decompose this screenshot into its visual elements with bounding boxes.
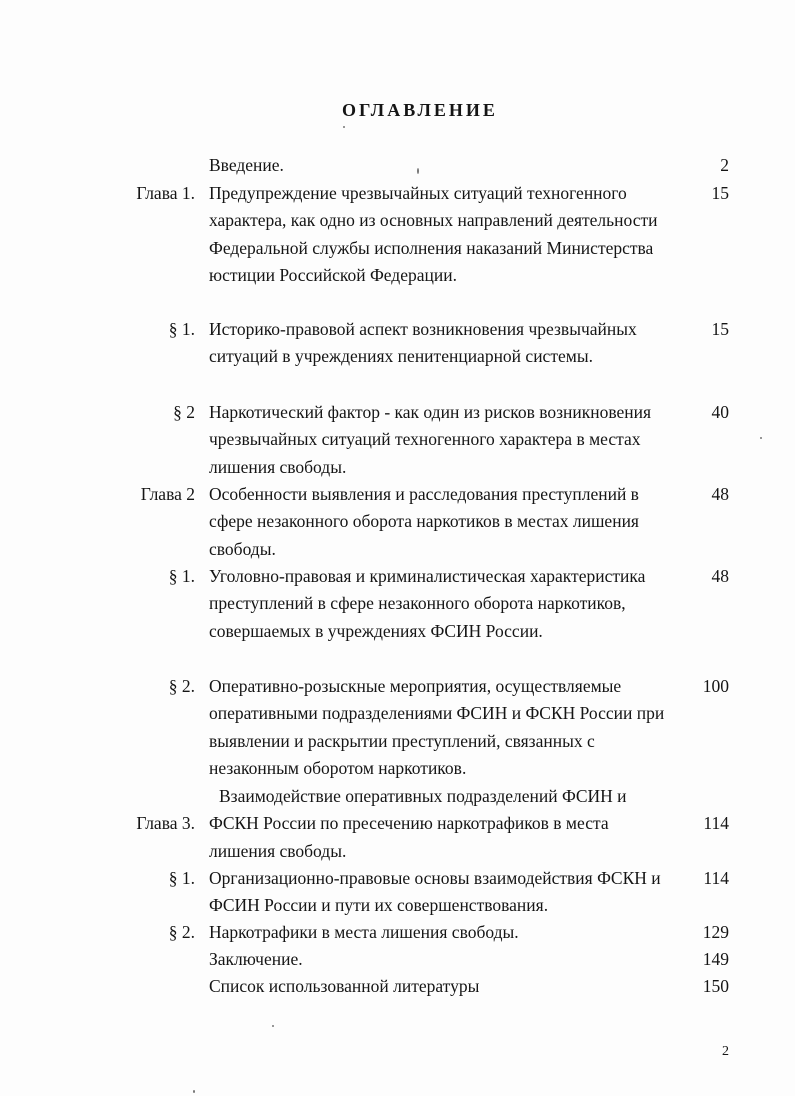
scan-speck bbox=[193, 1090, 195, 1093]
toc-entry-page: 114 bbox=[703, 868, 729, 888]
toc-entry-page: 114 bbox=[703, 813, 729, 833]
toc-entry-page: 48 bbox=[711, 484, 729, 504]
toc-entry-text: Наркотрафики в места лишения свободы. bbox=[209, 922, 519, 942]
toc-title: ОГЛАВЛЕНИЕ bbox=[342, 100, 498, 120]
toc-entry-label: § 2. bbox=[168, 922, 195, 942]
toc-entry-text: Предупреждение чрезвычайных ситуаций техногенного характера, как одно из основных направлений деятельности Федеральной службы исполнения наказаний Министерства юстиции Российской Федерации. bbox=[209, 183, 658, 286]
toc-entry-label: Глава 3. bbox=[136, 813, 195, 833]
toc-entry-text: Организационно-правовые основы взаимодействия ФСКН и ФСИН России и пути их совершенствования. bbox=[209, 868, 661, 916]
toc-entry-text: Оперативно-розыскные мероприятия, осуществляемые оперативными подразделениями ФСИН и ФСКН России при выявлении и раскрытии преступлений, связанных с незаконным оборотом наркотиков. bbox=[209, 676, 665, 779]
toc-entry-text: Наркотический фактор - как один из рисков возникновения чрезвычайных ситуаций техногенного характера в местах лишения свободы. bbox=[209, 402, 652, 477]
toc-entry-page: 150 bbox=[702, 976, 729, 996]
toc-entry-label: § 2. bbox=[168, 676, 195, 696]
toc-entry-text: Уголовно-правовая и криминалистическая характеристика преступлений в сфере незаконного оборота наркотиков, совершаемых в учреждениях ФСИН России. bbox=[209, 566, 646, 641]
toc-entry-label: § 1. bbox=[168, 566, 195, 586]
scan-speck bbox=[272, 1025, 274, 1027]
toc-entry-label: § 1. bbox=[168, 319, 195, 339]
toc-entry-page: 15 bbox=[711, 319, 729, 339]
scan-speck bbox=[417, 168, 419, 174]
toc-entry-page: 129 bbox=[702, 922, 729, 942]
scan-speck bbox=[760, 437, 762, 439]
toc-entry-text: Список использованной литературы bbox=[209, 976, 480, 996]
toc-entry-text: Введение. bbox=[209, 155, 284, 175]
toc-entry-label: Глава 1. bbox=[136, 183, 195, 203]
toc-entry-label: Глава 2 bbox=[140, 484, 195, 504]
toc-entry-label: § 1. bbox=[168, 868, 195, 888]
toc-entry-text: Особенности выявления и расследования преступлений в сфере незаконного оборота наркотиков в местах лишения свободы. bbox=[209, 484, 639, 559]
toc-entry-page: 48 bbox=[711, 566, 729, 586]
page-number: 2 bbox=[722, 1044, 729, 1059]
toc-entry-page: 15 bbox=[711, 183, 729, 203]
toc-entry-text: Заключение. bbox=[209, 949, 303, 969]
toc-entry-page: 149 bbox=[702, 949, 729, 969]
toc-entry-label: § 2 bbox=[173, 402, 195, 422]
toc-entry-page: 40 bbox=[711, 402, 729, 422]
scan-speck bbox=[343, 126, 345, 128]
toc-entry-page: 2 bbox=[720, 155, 729, 175]
toc-entry-text: Историко-правовой аспект возникновения чрезвычайных ситуаций в учреждениях пенитенциарной системы. bbox=[209, 319, 637, 367]
toc-entry-text: Взаимодействие оперативных подразделений ФСИН и ФСКН России по пресечению наркотрафиков в места лишения свободы. bbox=[209, 786, 627, 861]
toc-entry-page: 100 bbox=[702, 676, 729, 696]
